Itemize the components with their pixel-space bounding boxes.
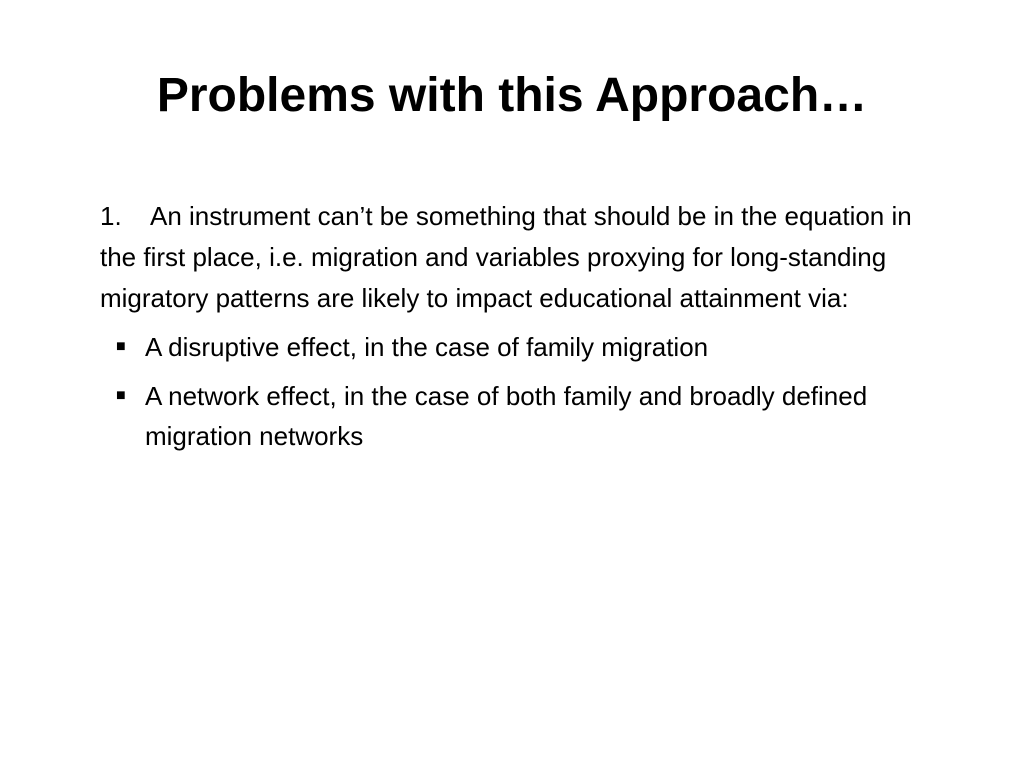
- bullet-item: [100, 376, 940, 456]
- numbered-point: [100, 196, 940, 319]
- square-bullet-icon: ■: [116, 338, 126, 355]
- point-number: 1.: [100, 201, 122, 231]
- square-bullet-icon: ■: [116, 387, 126, 404]
- bullet-item: [100, 327, 940, 367]
- bullet-text: A disruptive effect, in the case of family migration: [145, 332, 709, 362]
- slide-title: Problems with this Approach…: [156, 69, 868, 122]
- bullet-list: [100, 327, 940, 456]
- slide-body: [100, 196, 940, 465]
- point-text: An instrument can’t be something that should be in the equation in the first place, i.e. migration and variables proxying for long-standing migratory patterns are likely to impact educational attainment via:: [100, 201, 912, 313]
- bullet-text: A network effect, in the case of both family and broadly defined migration networks: [145, 381, 868, 451]
